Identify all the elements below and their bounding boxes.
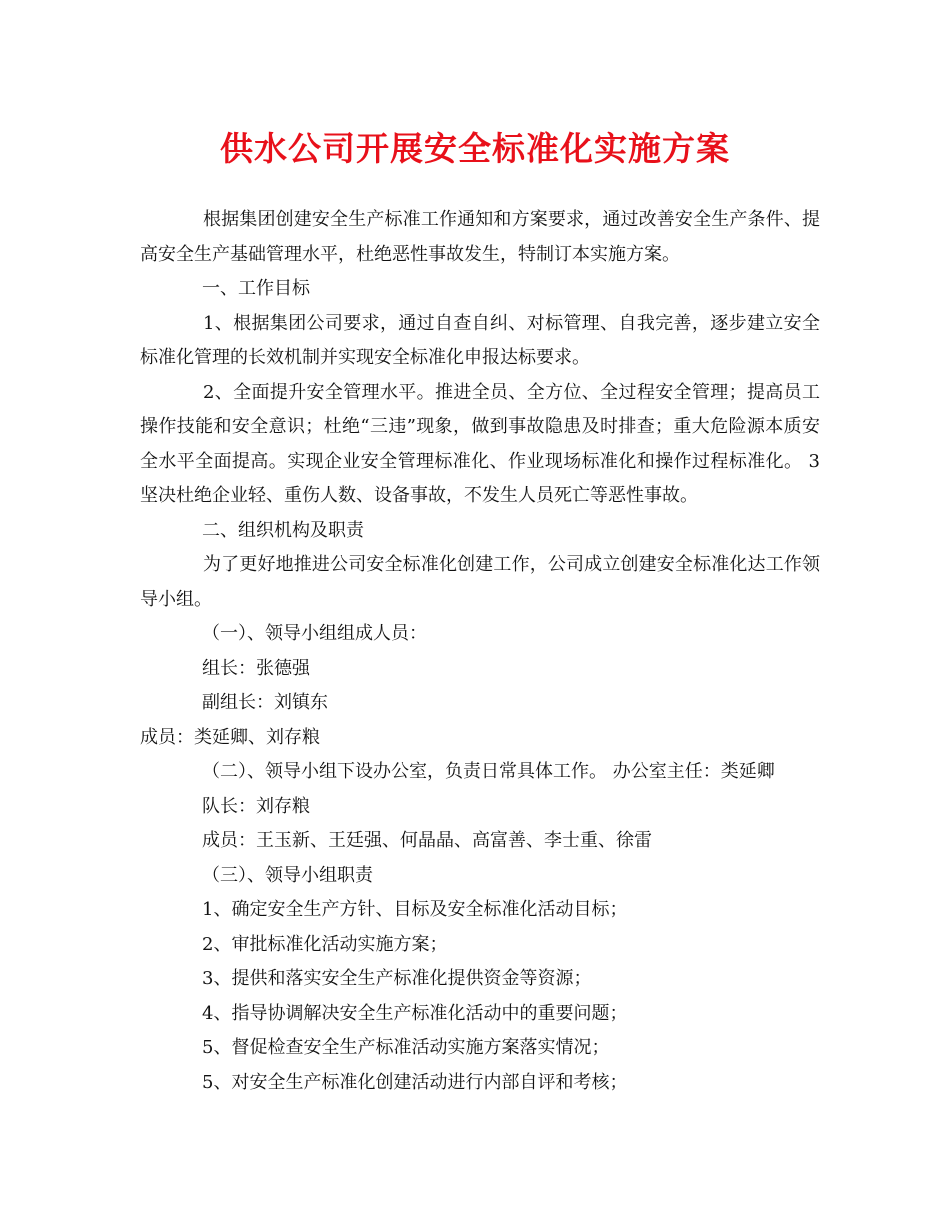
deputy-leader-line: 副组长：刘镇东 <box>202 692 328 713</box>
goal-item-1: 1、根据集团公司要求，通过自查自纠、对标管理、自我完善，逐步建立安全标准化管理的长效机制并实现安全标准化申报达标要求。 <box>140 312 820 368</box>
subsection-heading-duties: （三）、领导小组职责 <box>202 864 373 886</box>
office-members-line: 成员：王玉新、王廷强、何晶晶、高富善、李士重、徐雷 <box>202 830 652 851</box>
duty-item-6: 5、对安全生产标准化创建活动进行内部自评和考核； <box>202 1071 628 1093</box>
section-heading-organization: 二、组织机构及职责 <box>202 519 364 541</box>
section-heading-goals: 一、工作目标 <box>202 278 310 299</box>
intro-paragraph: 根据集团创建安全生产标准工作通知和方案要求，通过改善安全生产条件、提高安全生产基础管理水平，杜绝恶性事故发生，特制订本实施方案。 <box>140 209 820 265</box>
subsection-heading-office: （二）、领导小组下设办公室，负责日常具体工作。 办公室主任：类延卿 <box>202 761 775 782</box>
duty-item-3: 3、提供和落实安全生产标准化提供资金等资源； <box>202 968 592 989</box>
subsection-heading-members: （一）、领导小组组成人员： <box>202 623 427 644</box>
members-line: 成员：类延卿、刘存粮 <box>140 726 320 748</box>
duty-item-5: 5、督促检查安全生产标准活动实施方案落实情况； <box>202 1037 610 1058</box>
goal-item-2: 2、全面提升安全管理水平。推进全员、全方位、全过程安全管理；提高员工操作技能和安全意识；杜绝“三违”现象，做到事故隐患及时排查；重大危险源本质安全水平全面提高。实现企业安全管理标准化、作业现场标准化和操作过程标准化。 3坚决杜绝企业轻、重伤人数、设备事故，不发生人员死亡等恶性事故。 <box>140 381 820 506</box>
leader-line: 组长：张德强 <box>202 657 310 679</box>
duty-item-4: 4、指导协调解决安全生产标准化活动中的重要问题； <box>202 1002 628 1024</box>
document-body <box>140 203 820 1100</box>
duty-item-2: 2、审批标准化活动实施方案； <box>202 933 448 955</box>
organization-intro: 为了更好地推进公司安全标准化创建工作，公司成立创建安全标准化达工作领导小组。 <box>140 554 820 610</box>
duty-item-1: 1、确定安全生产方针、目标及安全标准化活动目标； <box>202 899 628 920</box>
document-title: 供水公司开展安全标准化实施方案 <box>220 129 730 168</box>
team-leader-line: 队长：刘存粮 <box>202 795 310 817</box>
